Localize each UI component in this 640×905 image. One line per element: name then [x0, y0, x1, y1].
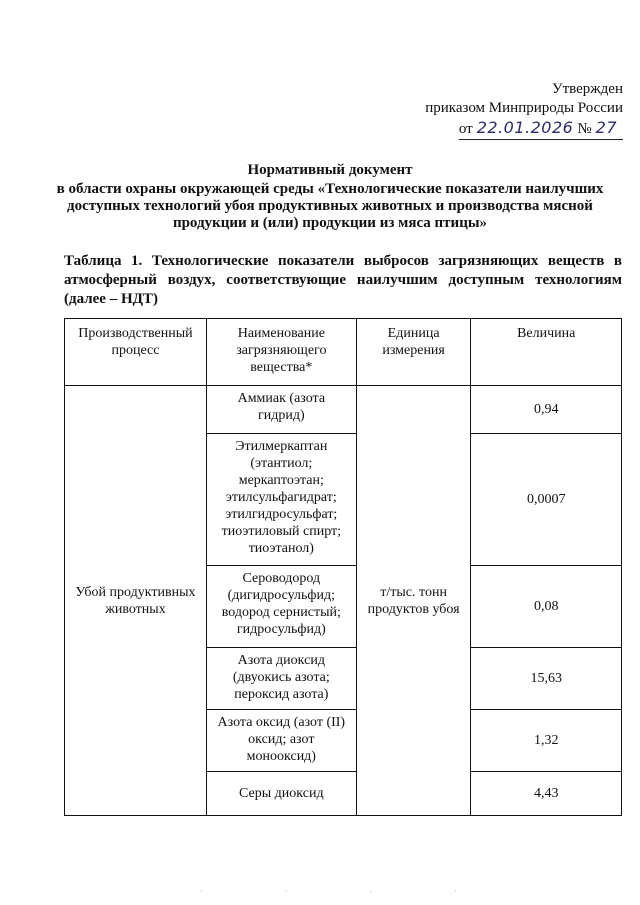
header-unit: Единица измерения — [356, 319, 471, 386]
document-subheading: в области охраны окружающей среды «Технологические показатели наилучших доступных технологий убоя продуктивных животных и производства мясной продукции и (или) продукции из мяса птицы» — [56, 181, 604, 231]
value-cell: 0,08 — [471, 566, 622, 648]
header-value: Величина — [471, 319, 622, 386]
page-footer-marks: · · · · — [200, 887, 497, 896]
substance-cell: Азота диоксид (двуокись азота; пероксид азота) — [206, 648, 356, 710]
order-number-handwritten: 27 — [595, 118, 617, 137]
order-date-handwritten: 22.01.2026 — [476, 118, 574, 137]
header-process: Производственный процесс — [65, 319, 207, 386]
value-cell: 0,94 — [471, 386, 622, 434]
substance-cell: Этилмеркаптан (этантиол; меркаптоэтан; этилсульфагидрат; этилгидросульфат; тиоэтиловый спирт; тиоэтанол) — [206, 434, 356, 566]
table-header-row — [65, 319, 622, 386]
ndt-table — [64, 318, 622, 816]
table-caption: Таблица 1. Технологические показатели выбросов загрязняющих веществ в атмосферный воздух, соответствующие наилучшим доступным технологиям (далее – НДТ) — [64, 253, 622, 307]
date-prefix: от — [458, 121, 473, 137]
document-heading: Нормативный документ — [247, 162, 413, 178]
approval-line-order: приказом Минприроды России — [425, 100, 623, 116]
value-cell: 1,32 — [471, 710, 622, 772]
document-title — [40, 162, 620, 232]
value-cell: 4,43 — [471, 772, 622, 816]
table-row — [65, 386, 622, 434]
substance-cell: Аммиак (азота гидрид) — [206, 386, 356, 434]
substance-cell: Азота оксид (азот (II) оксид; азот монооксид) — [206, 710, 356, 772]
header-substance: Наименование загрязняющего вещества* — [206, 319, 356, 386]
order-date-number — [459, 118, 623, 140]
approval-block — [425, 80, 623, 140]
process-cell: Убой продуктивных животных — [65, 386, 207, 816]
substance-cell: Серы диоксид — [206, 772, 356, 816]
value-cell: 0,0007 — [471, 434, 622, 566]
unit-cell: т/тыс. тонн продуктов убоя — [356, 386, 471, 816]
approval-line-approved: Утвержден — [551, 81, 623, 97]
value-cell: 15,63 — [471, 648, 622, 710]
number-prefix: № — [577, 121, 592, 137]
approval-line-date — [425, 118, 623, 140]
substance-cell: Сероводород (дигидросульфид; водород сернистый; гидросульфид) — [206, 566, 356, 648]
